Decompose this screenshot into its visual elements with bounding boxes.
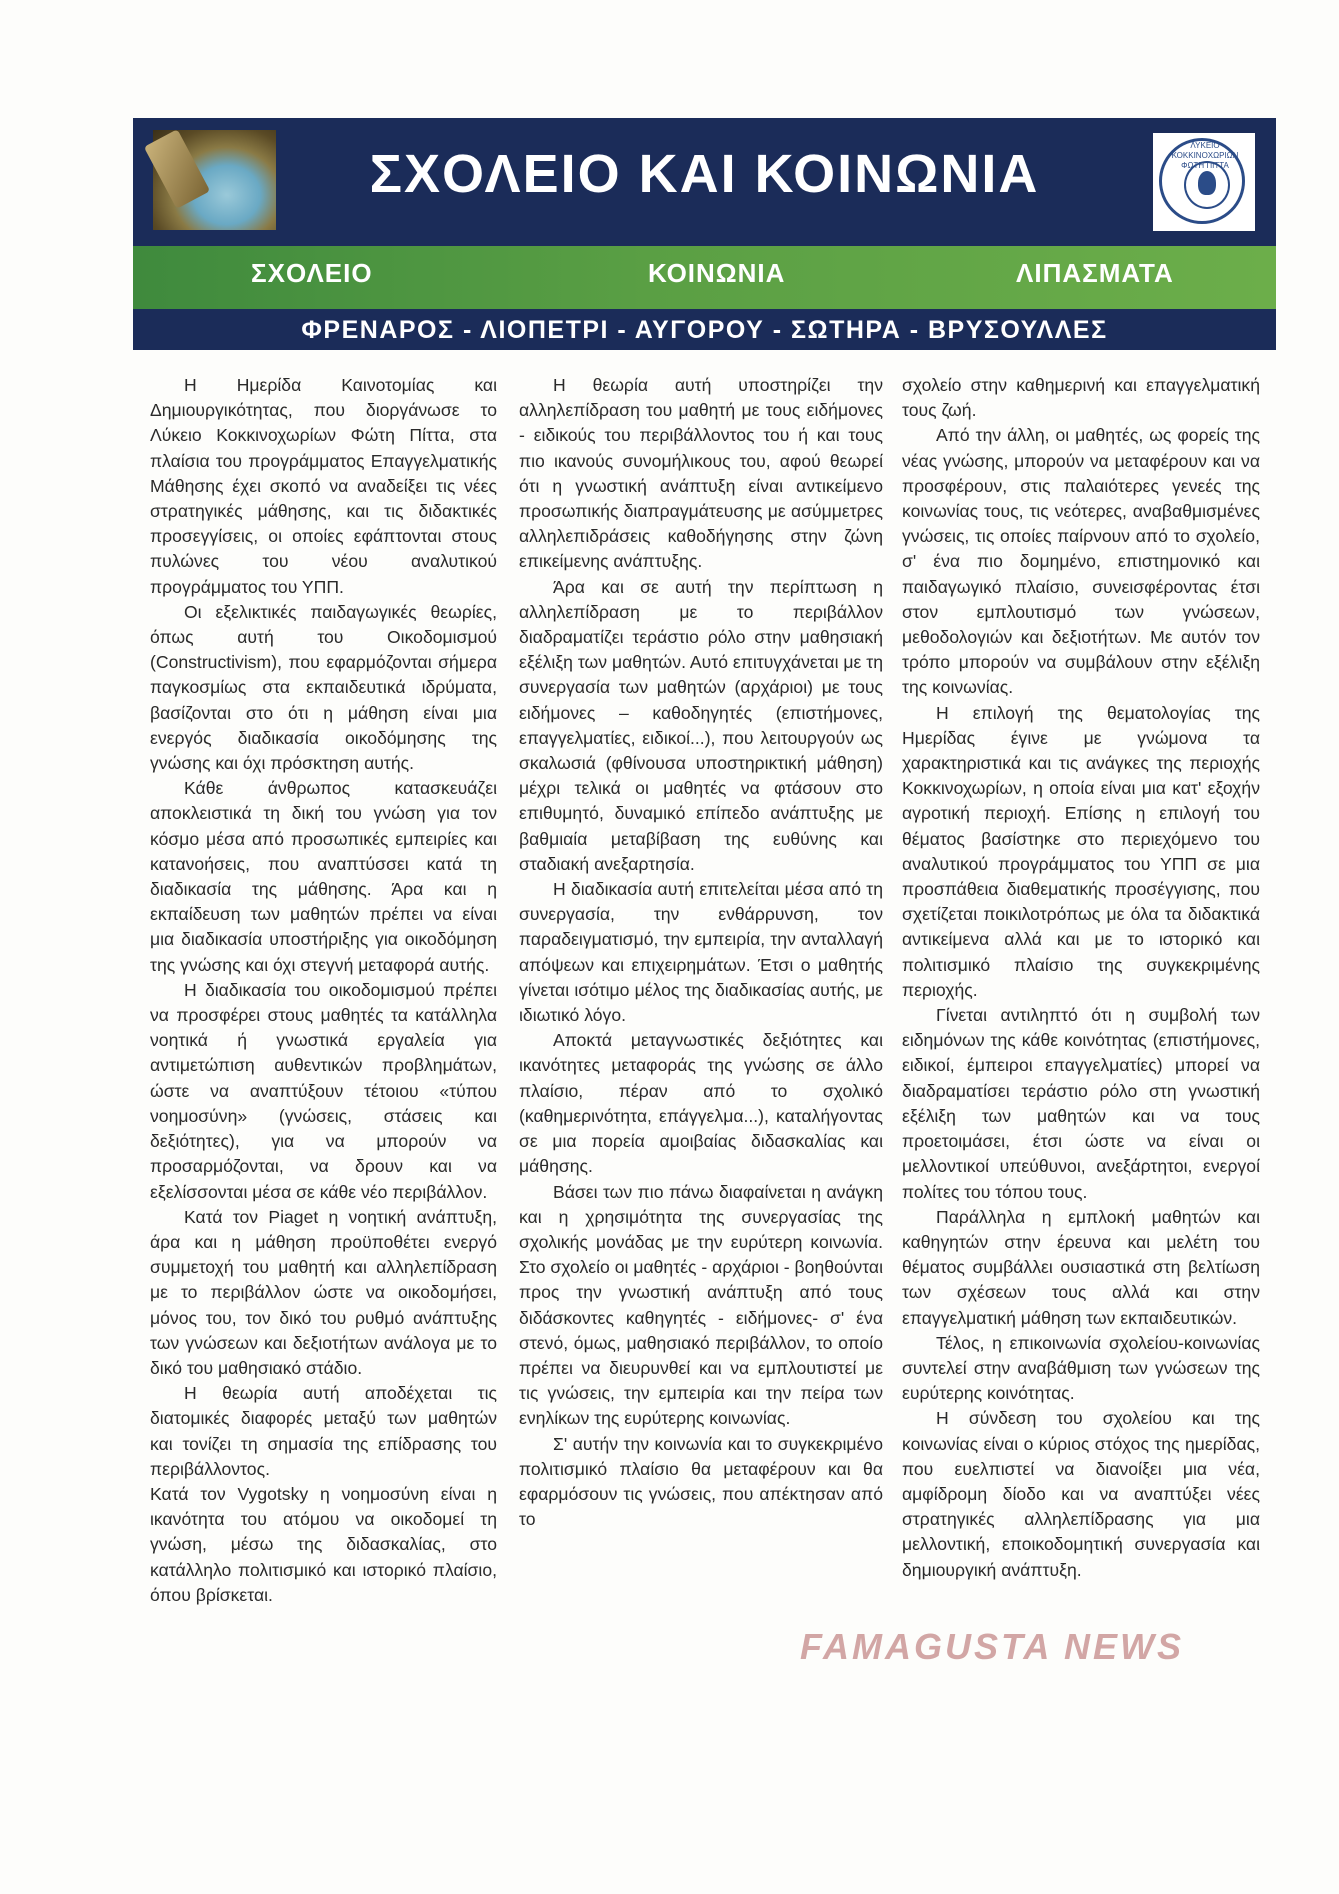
paragraph: Η επιλογή της θεματολογίας της Ημερίδας έγινε με γνώμονα τα χαρακτηριστικά και τις ανάγκες της περιοχής Κοκκινοχωρίων, η οποία είναι μια κατ' εξοχήν αγροτική περιοχή. Επίσης η επιλογή του θέματος βασίστηκε στο περιεχόμενο του αναλυτικού προγράμματος του ΥΠΠ σε μια προσπάθεια διαθεματικής προσέγγισης, που σχετίζεται ποικιλοτρόπως με όλα τα διδακτικά αντικείμενα αλλά και με το ιστορικό και πολιτισμικό πλαίσιο της συγκεκριμένης περιοχής. (902, 702, 1260, 1000)
tag-society: ΚΟΙΝΩΝΙΑ (648, 258, 786, 288)
portrait-icon (1198, 171, 1216, 195)
paragraph: Η Ημερίδα Καινοτομίας και Δημιουργικότητας, που διοργάνωσε το Λύκειο Κοκκινοχωρίων Φώτη Πίττα, στα πλαίσια του προγράμματος Επαγγελματικής Μάθησης έχει σκοπό να αναδείξει τις νέες στρατηγικές μάθησης, και τις διδακτικές προσεγγίσεις, οι οποίες εφάπτονται στους πυλώνες του νέου αναλυτικού προγράμματος του ΥΠΠ. (150, 375, 497, 597)
header-banner (133, 118, 1276, 350)
paragraph: Κατά τον Piaget η νοητική ανάπτυξη, άρα και η μάθηση προϋποθέτει ενεργό συμμετοχή του μαθητή και αλληλεπίδραση με το περιβάλλον ώστε να οικοδομήσει, μόνος του, τον δικό του ρυθμό ανάπτυξης των γνώσεων και δεξιοτήτων ανάλογα με το δικό του μαθησιακό στάδιο. (150, 1206, 497, 1378)
logo-text: ΛΥΚΕΙΟ ΚΟΚΚΙΝΟΧΩΡΙΩΝ ΦΩΤΗ ΠΙΤΤΑ (1171, 141, 1239, 170)
paragraph: Οι εξελικτικές παιδαγωγικές θεωρίες, όπως αυτή του Οικοδομισμού (Constructivism), που εφαρμόζονται σήμερα παγκοσμίως στα εκπαιδευτικά ιδρύματα, βασίζονται στο ότι η μάθηση είναι μια ενεργός διαδικασία οικοδόμησης της γνώσης και όχι πρόσκτηση αυτής. (150, 601, 497, 774)
paragraph: Άρα και σε αυτή την περίπτωση η αλληλεπίδραση με το περιβάλλον διαδραματίζει τεράστιο ρόλο στην μαθησιακή εξέλιξη των μαθητών. Αυτό επιτυγχάνεται με τη συνεργασία των μαθητών (αρχάριοι) με τους ειδήμονες – καθοδηγητές (επιστήμονες, επαγγελματίες, ειδικοί...), που λειτουργούν ως σκαλωσιά (φθίνουσα υποστηρικτική μάθηση) μέχρι τελικά οι μαθητές να φτάσουν στο επιθυμητό, δυναμικό επίπεδο ανάπτυξης με βαθμιαία μεταβίβαση της ευθύνης και σταδιακή ανεξαρτησία. (519, 576, 883, 874)
paragraph: Κατά τον Vygotsky η νοημοσύνη είναι η ικανότητα του ατόμου να οικοδομεί τη γνώση, μέσω της διδασκαλίας, στο κατάλληλο πολιτισμικό και ιστορικό πλαίσιο, όπου βρίσκεται. (150, 1483, 497, 1605)
paragraph: Γίνεται αντιληπτό ότι η συμβολή των ειδημόνων της κάθε κοινότητας (επιστήμονες, ειδικοί, έμπειροι επαγγελματίες) μπορεί να διαδραματίσει τεράστιο ρόλο στη γνωστική εξέλιξη των μαθητών και να τους προετοιμάσει, έτσι ώστε να είναι οι μελλοντικοί υπεύθυνοι, ανεξάρτητοι, ενεργοί πολίτες του τόπου τους. (902, 1005, 1260, 1202)
paragraph: Η θεωρία αυτή αποδέχεται τις διατομικές διαφορές μεταξύ των μαθητών και τονίζει τη σημασία της επίδρασης του περιβάλλοντος. (150, 1383, 497, 1479)
paragraph: Η θεωρία αυτή υποστηρίζει την αλληλεπίδραση του μαθητή με τους ειδήμονες - ειδικούς του περιβάλλοντος του ή και τους πιο ικανούς συνομήλικους του, αφού θεωρεί ότι η γνωστική ανάπτυξη είναι αντικείμενο προσωπικής διαπραγμάτευσης με ασύμμετρες αλληλεπιδράσεις καθοδήγησης στην ζώνη επικείμενης ανάπτυξης. (519, 375, 883, 572)
paragraph: Η διαδικασία του οικοδομισμού πρέπει να προσφέρει στους μαθητές τα κατάλληλα νοητικά ή γνωστικά εργαλεία για αντιμετώπιση αυθεντικών προβλημάτων, ώστε να αναπτύξουν τέτοιου «τύπου νοημοσύνη» (γνώσεις, στάσεις και δεξιότητες), για να μπορούν να προσαρμόζονται, να δρουν και να εξελίσσονται μέσα σε κάθε νέο περιβάλλον. (150, 979, 497, 1202)
tags-bar (133, 246, 1276, 309)
paragraph: Σ' αυτήν την κοινωνία και το συγκεκριμένο πολιτισμικό πλαίσιο θα μεταφέρουν και θα εφαρμόσουν τις γνώσεις, που απέκτησαν από το (519, 1433, 883, 1530)
paragraph: Η διαδικασία αυτή επιτελείται μέσα από τη συνεργασία, την ενθάρρυνση, τον παραδειγματισμό, την εμπειρία, την ανταλλαγή απόψεων και επιχειρημάτων. Έτσι ο μαθητής γίνεται ισότιμο μέλος της διαδικασίας αυτής, με ιδιωτικό λόγο. (519, 879, 883, 1026)
article-column-1 (150, 373, 497, 1608)
paragraph: Βάσει των πιο πάνω διαφαίνεται η ανάγκη και η χρησιμότητα της συνεργασίας της σχολικής μονάδας με την ευρύτερη κοινωνία. Στο σχολείο οι μαθητές - αρχάριοι - βοηθούνται προς την γνωστική ανάπτυξη από τους διδάσκοντες καθηγητές - ειδήμονες- σ' ένα στενό, όμως, μαθησιακό περιβάλλον, το οποίο πρέπει να διευρυνθεί και να εμπλουτιστεί με τις γνώσεις, την εμπειρία και την πείρα των ενηλίκων της ευρύτερης κοινωνίας. (519, 1181, 883, 1429)
tag-school: ΣΧΟΛΕΙΟ (251, 258, 373, 288)
paragraph: Τέλος, η επικοινωνία σχολείου-κοινωνίας συντελεί στην αναβάθμιση των γνώσεων της ευρύτερης κοινότητας. (902, 1332, 1260, 1404)
villages-bar: ΦΡΕΝΑΡΟΣ - ΛΙΟΠΕΤΡΙ - ΑΥΓΟΡΟΥ - ΣΩΤΗΡΑ - ΒΡΥΣΟΥΛΛΕΣ (133, 309, 1276, 350)
paragraph: Παράλληλα η εμπλοκή μαθητών και καθηγητών στην έρευνα και μελέτη του θέματος συμβάλλει ουσιαστικά στη βελτίωση των σχέσεων τους αλλά και στην επαγγελματική μάθηση των εκπαιδευτικών. (902, 1206, 1260, 1328)
title-bar (133, 118, 1276, 246)
paragraph: σχολείο στην καθημερινή και επαγγελματική τους ζωή. (902, 375, 1260, 421)
paragraph: Από την άλλη, οι μαθητές, ως φορείς της νέας γνώσης, μπορούν να μεταφέρουν και να προσφέρουν, στις παλαιότερες γενεές της κοινωνίας τους, τις νεότερες, αναβαθμισμένες γνώσεις, τις οποίες παίρνουν από το σχολείο, σ' ένα πιο δομημένο, επιστημονικό και παιδαγωγικό πλαίσιο, συνεισφέροντας έτσι στον εμπλουτισμό των γνώσεων, μεθοδολογιών και δεξιοτήτων. Με αυτόν τον τρόπο μπορούν να συμβάλουν στην εξέλιξη της κοινωνίας. (902, 425, 1260, 698)
school-logo (1153, 133, 1255, 231)
article-column-2 (519, 373, 883, 1532)
page-title: ΣΧΟΛΕΙΟ ΚΑΙ ΚΟΙΝΩΝΙΑ (369, 144, 1040, 204)
paragraph: Κάθε άνθρωπος κατασκευάζει αποκλειστικά τη δική του γνώση για τον κόσμο μέσα από προσωπικές εμπειρίες και κατανοήσεις, που αναπτύσσει κατά τη διαδικασία της μάθησης. Άρα και η εκπαίδευση των μαθητών πρέπει να είναι μια διαδικασία υποστήριξης για οικοδόμηση της γνώσης και όχι στεγνή μεταφορά αυτής. (150, 778, 497, 975)
paragraph: Αποκτά μεταγνωστικές δεξιότητες και ικανότητες μεταφοράς της γνώσης σε άλλο πλαίσιο, πέραν από το σχολικό (καθημερινότητα, επάγγελμα...), καταλήγοντας σε μια πορεία αμοιβαίας διδασκαλίας και μάθησης. (519, 1030, 883, 1177)
tag-fertilizers: ΛΙΠΑΣΜΑΤΑ (1016, 258, 1174, 288)
watermark: FAMAGUSTA NEWS (800, 1626, 1184, 1667)
article-column-3 (902, 373, 1260, 1583)
paragraph: Η σύνδεση του σχολείου και της κοινωνίας είναι ο κύριος στόχος της ημερίδας, που ευελπιστεί να διανοίξει μια νέα, αμφίδρομη δίοδο και να αναπτύξει νέες στρατηγικές αλληλεπίδρασης για μια μελλοντική, εποικοδομητική συνεργασία και δημιουργική ανάπτυξη. (902, 1408, 1260, 1580)
